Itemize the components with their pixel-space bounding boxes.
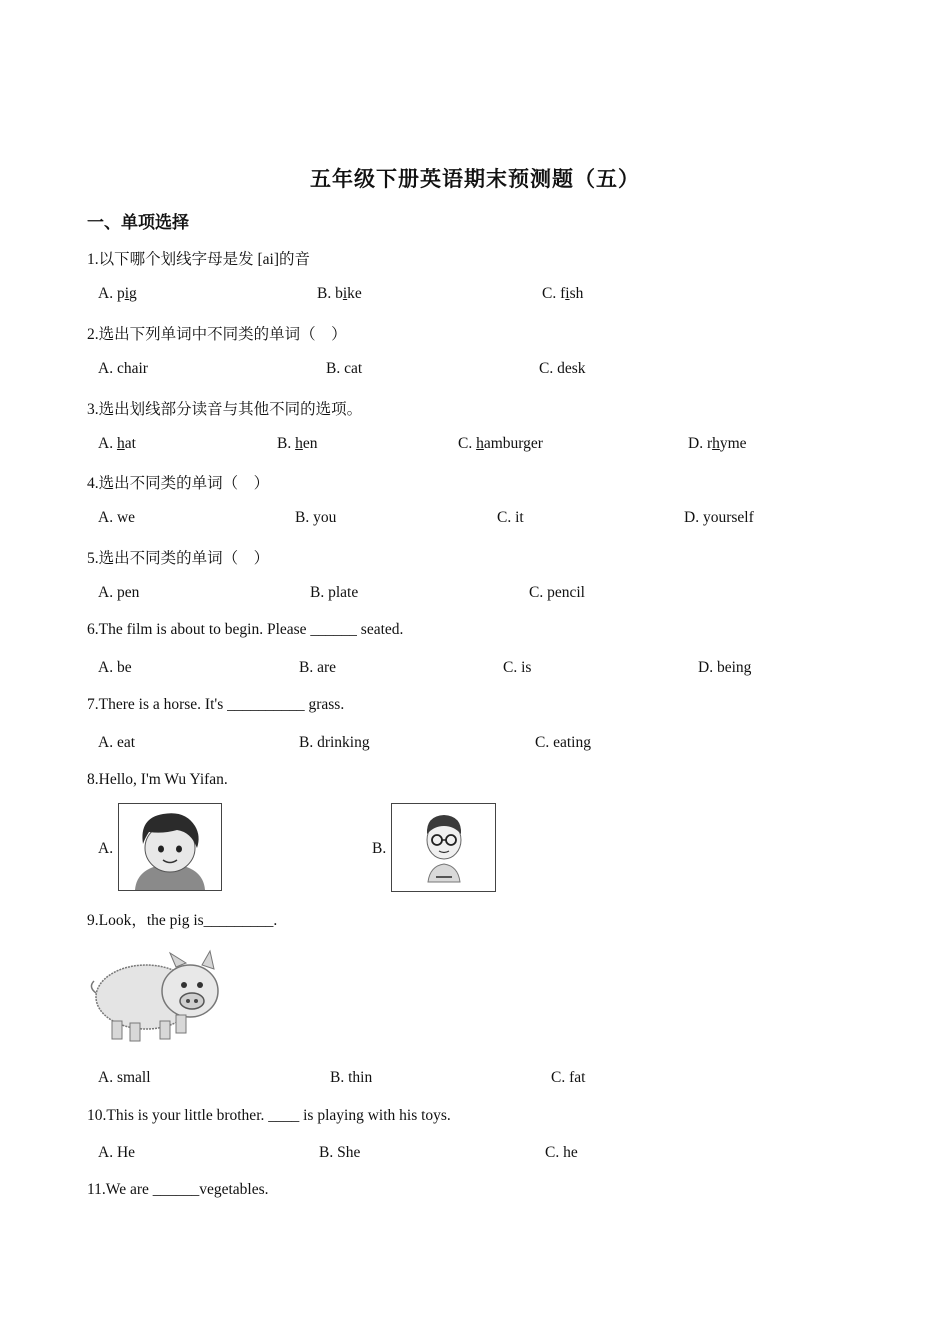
question-11: 11.We are ______vegetables.	[87, 1181, 269, 1198]
pig-cartoon-icon	[86, 947, 222, 1051]
q2-option-c[interactable]: C. desk	[539, 360, 586, 377]
boy-portrait-image-a[interactable]	[118, 803, 222, 891]
q3-option-b[interactable]	[277, 435, 317, 453]
question-7: 7.There is a horse. It's __________ grass.	[87, 696, 345, 713]
q3-d-post: yme	[719, 435, 747, 452]
q1-b-pre: B. b	[317, 285, 343, 302]
boy-glasses-cartoon-icon	[392, 804, 495, 891]
boy-cartoon-icon	[119, 804, 221, 890]
q6-option-a[interactable]: A. be	[98, 659, 132, 676]
q1-c-pre: C. f	[542, 285, 566, 302]
q3-d-pre: D. r	[688, 435, 713, 452]
q10-option-c[interactable]: C. he	[545, 1144, 578, 1161]
q1-c-post: sh	[569, 285, 584, 302]
q3-b-post: en	[302, 435, 318, 452]
q1-a-underlined: i	[124, 285, 130, 302]
q3-a-post: at	[124, 435, 136, 452]
question-4: 4.选出不同类的单词（ ）	[87, 475, 270, 492]
q1-option-a[interactable]	[98, 285, 137, 303]
question-9: 9.Look，the pig is_________.	[87, 912, 278, 929]
q1-a-post: g	[129, 285, 137, 302]
q1-b-post: ke	[347, 285, 362, 302]
q4-option-c[interactable]: C. it	[497, 509, 524, 526]
q9-option-c[interactable]: C. fat	[551, 1069, 586, 1086]
q6-option-c[interactable]: C. is	[503, 659, 532, 676]
q2-option-a[interactable]: A. chair	[98, 360, 148, 377]
question-8: 8.Hello, I'm Wu Yifan.	[87, 771, 228, 788]
q7-option-a[interactable]: A. eat	[98, 734, 136, 751]
section-heading: 一、单项选择	[87, 213, 189, 233]
q6-option-d[interactable]: D. being	[698, 659, 752, 676]
q3-option-a[interactable]	[98, 435, 136, 453]
q4-option-d[interactable]: D. yourself	[684, 509, 754, 526]
question-5: 5.选出不同类的单词（ ）	[87, 550, 270, 567]
question-3: 3.选出划线部分读音与其他不同的选项。	[87, 401, 363, 418]
q10-option-b[interactable]: B. She	[319, 1144, 361, 1161]
q4-option-b[interactable]: B. you	[295, 509, 337, 526]
pig-image	[86, 947, 222, 1051]
q2-option-b[interactable]: B. cat	[326, 360, 363, 377]
boy-portrait-image-b[interactable]	[391, 803, 496, 892]
q1-option-c[interactable]	[542, 285, 583, 303]
q3-a-underlined: h	[116, 435, 125, 452]
q8-option-a[interactable]: A.	[98, 840, 114, 857]
q5-option-b[interactable]: B. plate	[310, 584, 359, 601]
q5-option-c[interactable]: C. pencil	[529, 584, 585, 601]
question-6: 6.The film is about to begin. Please ______ seated.	[87, 621, 404, 638]
q5-option-a[interactable]: A. pen	[98, 584, 140, 601]
q6-option-b[interactable]: B. are	[299, 659, 337, 676]
q3-b-underlined: h	[295, 435, 303, 452]
q8-option-b[interactable]: B.	[372, 840, 387, 857]
q7-option-b[interactable]: B. drinking	[299, 734, 370, 751]
question-10: 10.This is your little brother. ____ is playing with his toys.	[87, 1107, 451, 1124]
q1-c-underlined: i	[565, 285, 570, 302]
question-1: 1.以下哪个划线字母是发 [ai]的音	[87, 251, 311, 268]
q7-option-c[interactable]: C. eating	[535, 734, 591, 751]
q3-option-c[interactable]	[458, 435, 543, 453]
q3-b-pre: B.	[277, 435, 296, 452]
q3-a-pre: A.	[98, 435, 117, 452]
page-title: 五年级下册英语期末预测题（五）	[310, 167, 640, 191]
q3-option-d[interactable]	[688, 435, 747, 453]
q1-b-underlined: i	[342, 285, 348, 302]
q3-c-post: amburger	[483, 435, 543, 452]
question-2: 2.选出下列单词中不同类的单词（ ）	[87, 326, 347, 343]
q3-c-pre: C.	[458, 435, 477, 452]
q1-option-b[interactable]	[317, 285, 362, 303]
q10-option-a[interactable]: A. He	[98, 1144, 136, 1161]
q1-a-pre: A. p	[98, 285, 125, 302]
q9-option-b[interactable]: B. thin	[330, 1069, 373, 1086]
q4-option-a[interactable]: A. we	[98, 509, 136, 526]
q9-option-a[interactable]: A. small	[98, 1069, 151, 1086]
q3-d-underlined: h	[712, 435, 720, 452]
q3-c-underlined: h	[476, 435, 484, 452]
